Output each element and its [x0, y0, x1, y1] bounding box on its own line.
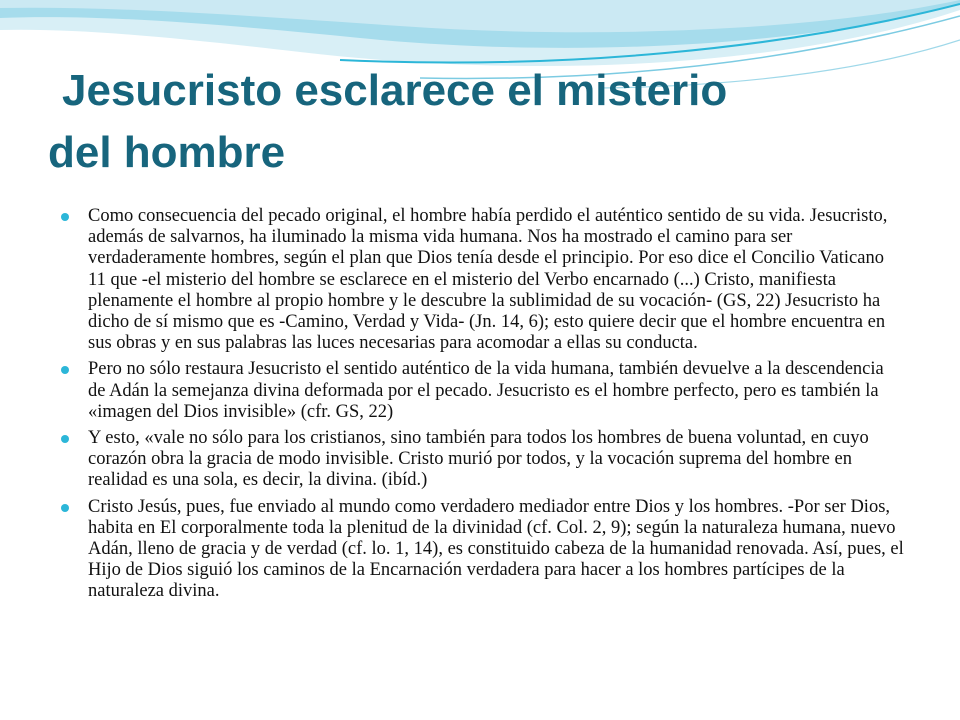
bullet-list	[60, 206, 905, 608]
bullet-item	[60, 428, 905, 492]
slide-title-line-2: del hombre	[48, 128, 286, 177]
slide-title-line-1: Jesucristo esclarece el misterio	[62, 66, 728, 115]
bullet-dot-icon	[61, 504, 69, 512]
bullet-item	[60, 497, 905, 603]
bullet-dot-icon	[61, 366, 69, 374]
bullet-dot-icon	[61, 435, 69, 443]
bullet-dot-icon	[61, 213, 69, 221]
bullet-item	[60, 206, 905, 354]
bullet-text: Y esto, «vale no sólo para los cristianos, sino también para todos los hombres de buena voluntad, en cuyo corazón obra la gracia de modo invisible. Cristo murió por todos, y la vocación suprema del hombre en realidad es una sola, es decir, la divina. (ibíd.)	[88, 428, 869, 491]
bullet-text: Cristo Jesús, pues, fue enviado al mundo como verdadero mediador entre Dios y los hombres. -Por ser Dios, habita en El corporalmente toda la plenitud de la divinidad (cf. Col. 2, 9); según la naturaleza humana, nuevo Adán, lleno de gracia y de verdad (cf. lo. 1, 14), es constituido cabeza de la humanidad renovada. Así, pues, el Hijo de Dios siguió los caminos de la Encarnación verdadera para hacer a los hombres partícipes de la naturaleza divina.	[88, 496, 904, 602]
slide-title	[48, 60, 918, 184]
bullet-text: Pero no sólo restaura Jesucristo el sentido auténtico de la vida humana, también devuelve a la descendencia de Adán la semejanza divina deformada por el pecado. Jesucristo es el hombre perfecto, pero es también la «imagen del Dios invisible» (cfr. GS, 22)	[88, 359, 884, 422]
bullet-item	[60, 359, 905, 423]
bullet-text: Como consecuencia del pecado original, el hombre había perdido el auténtico sentido de su vida. Jesucristo, además de salvarnos, ha iluminado la misma vida humana. Nos ha mostrado el camino para ser verdaderamente hombres, según el plan que Dios tenía desde el principio. Por eso dice el Concilio Vaticano 11 que -el misterio del hombre se esclarece en el misterio del Verbo encarnado (...) Cristo, manifiesta plenamente el hombre al propio hombre y le descubre la sublimidad de su vocación- (GS, 22) Jesucristo ha dicho de sí mismo que es -Camino, Verdad y Vida- (Jn. 14, 6); esto quiere decir que el hombre encuentra en sus obras y en sus palabras las luces necesarias para acomodar a ellas su conducta.	[88, 206, 888, 354]
